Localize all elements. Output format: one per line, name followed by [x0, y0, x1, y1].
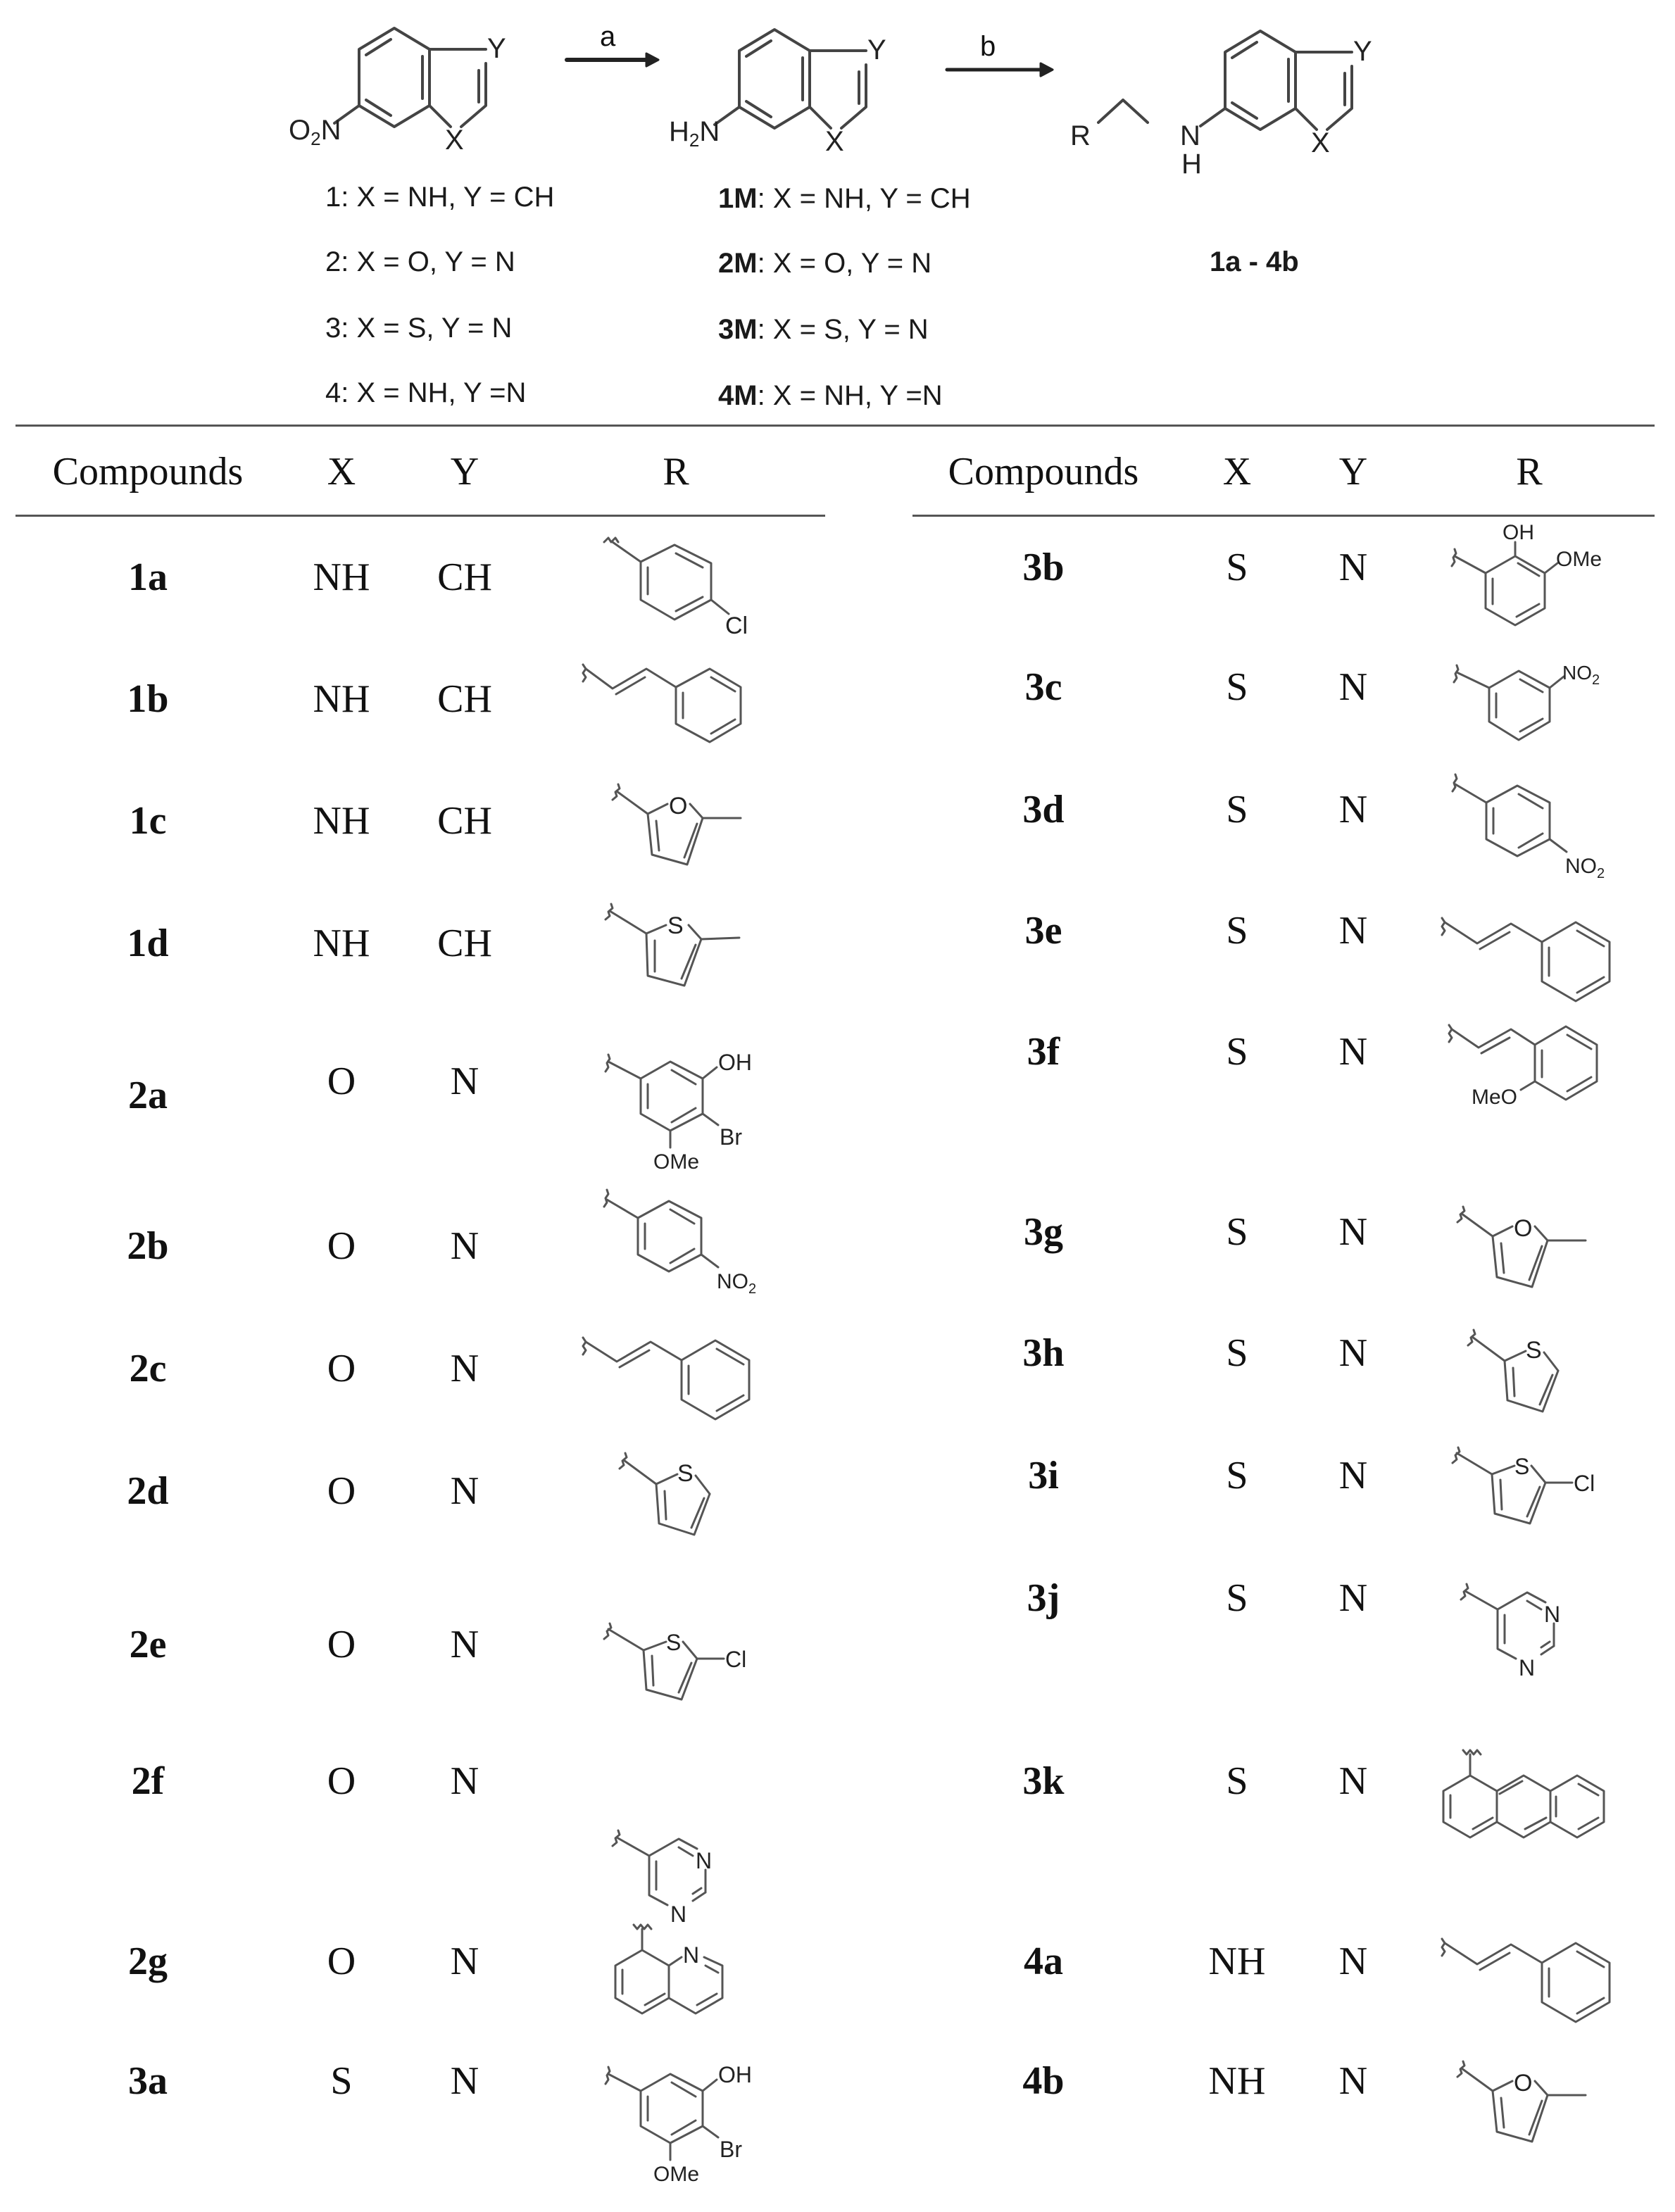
r-group-chlorothiophene-icon [1447, 1436, 1616, 1542]
compound-id: 1c [129, 799, 167, 843]
r-group-anthracene-icon [1443, 1739, 1641, 1859]
svg-text:N: N [1544, 1602, 1561, 1627]
amine-label: $H_2N$ [669, 116, 720, 151]
r-group-styryl-icon [577, 1316, 774, 1429]
compound-id: 3f [1027, 1030, 1060, 1074]
compound-id: 2d [127, 1469, 169, 1513]
y-value: N [1338, 788, 1368, 831]
svg-text:Cl: Cl [1574, 1471, 1595, 1496]
compound-id: 2f [131, 1759, 165, 1803]
x-value: S [330, 2059, 353, 2103]
compound-id: 1b [127, 677, 169, 721]
arrow-b-icon [943, 59, 1056, 80]
svg-text:NO2: $NO_2$ [1565, 855, 1605, 881]
r-group-thiophene-icon [1461, 1313, 1602, 1426]
svg-text:Br: Br [720, 1124, 742, 1150]
svg-text:NO2: $NO_2$ [1562, 662, 1600, 688]
intermediate-3M: 3M: X = S, Y = N [718, 314, 929, 345]
r-group-methylfuran-icon [1450, 2044, 1605, 2157]
r-group-4-nitrophenyl-icon [1447, 767, 1616, 894]
svg-text:Cl: Cl [725, 612, 748, 639]
ring-atom-y: Y [487, 33, 506, 64]
x-value: S [1226, 1454, 1248, 1497]
compound-id: 3a [128, 2059, 168, 2103]
svg-text:OH: OH [1503, 521, 1534, 544]
x-value: NH [313, 799, 370, 843]
x-value: NH [313, 677, 370, 721]
compound-id: 2c [129, 1347, 167, 1390]
compound-id: 2g [128, 1940, 168, 1983]
products-range-label: 1a - 4b [1210, 246, 1299, 277]
svg-text:MeO: MeO [1472, 1086, 1518, 1109]
r-group-chlorothiophene-icon [598, 1612, 767, 1718]
y-value: N [1338, 1030, 1368, 1074]
svg-text:N: N [670, 1902, 687, 1927]
header-y-right: Y [1338, 450, 1368, 494]
y-value: N [1338, 1759, 1368, 1803]
header-r-right: R [1516, 450, 1543, 494]
intermediate-1M: 1M: X = NH, Y = CH [718, 183, 971, 214]
y-value: N [1338, 1454, 1368, 1497]
svg-text:S: S [1526, 1337, 1542, 1364]
starting-material-4: 4: X = NH, Y =N [325, 377, 527, 408]
y-value: N [1338, 1210, 1368, 1254]
r-group-styryl-icon [1436, 894, 1633, 1014]
r-group-bromo-hydroxy-methoxyphenyl-icon [598, 2054, 767, 2209]
svg-text:H: H [1181, 149, 1202, 180]
header-compounds-right: Compounds [948, 450, 1139, 494]
y-value: N [450, 2059, 479, 2103]
arrow-a-label: a [600, 21, 616, 52]
x-value: S [1226, 1331, 1248, 1375]
y-value: CH [437, 799, 492, 843]
x-value: S [1226, 909, 1248, 953]
x-value: NH [313, 922, 370, 965]
header-x-left: X [327, 450, 356, 494]
x-value: S [1226, 1030, 1248, 1074]
compound-id: 3e [1024, 909, 1062, 953]
y-value: N [450, 1759, 479, 1803]
svg-text:NO2: $NO_2$ [717, 1270, 757, 1297]
r-group-4-nitrophenyl-icon [598, 1183, 767, 1309]
header-r-left: R [663, 450, 689, 494]
compound-id: 4b [1022, 2059, 1065, 2103]
r-group-3-nitrophenyl-icon [1447, 651, 1630, 771]
y-value: CH [437, 677, 492, 721]
compound-id: 3h [1022, 1331, 1065, 1375]
ring-atom-x: X [825, 126, 844, 157]
y-value: N [1338, 909, 1368, 953]
y-value: N [450, 1940, 479, 1983]
compound-id: 3g [1024, 1210, 1063, 1254]
starting-material-1: 1: X = NH, Y = CH [325, 182, 555, 213]
y-value: N [1338, 1576, 1368, 1620]
compound-id: 1a [128, 555, 168, 599]
y-value: N [1338, 665, 1368, 709]
x-value: O [327, 1469, 356, 1513]
svg-text:OMe: OMe [1556, 548, 1602, 571]
intermediate-4M: 4M: X = NH, Y =N [718, 380, 943, 411]
x-value: NH [1208, 2059, 1266, 2103]
table-top-rule [15, 425, 1655, 427]
x-value: S [1226, 1576, 1248, 1620]
compound-id: 2b [127, 1224, 169, 1268]
nh-label: N [1180, 120, 1200, 151]
starting-material-3: 3: X = S, Y = N [325, 313, 513, 344]
arrow-b-label: b [980, 31, 996, 62]
amino-benzazole-structure [662, 15, 915, 177]
svg-text:N: N [683, 1942, 700, 1968]
x-value: O [327, 1759, 356, 1803]
y-value: N [450, 1060, 479, 1103]
svg-text:Br: Br [720, 2137, 742, 2162]
nitro-benzazole-structure [282, 14, 535, 176]
starting-material-2: 2: X = O, Y = N [325, 246, 515, 277]
y-value: N [450, 1224, 479, 1268]
x-value: O [327, 1623, 356, 1666]
r-group-4-chlorophenyl-icon [598, 521, 767, 641]
svg-text:OH: OH [718, 2062, 752, 2087]
r-group-bromo-hydroxy-methoxyphenyl-icon [598, 1021, 767, 1176]
r-group-pyrimidine-icon [1454, 1556, 1609, 1697]
product-structure [1056, 17, 1394, 193]
compound-id: 3b [1022, 546, 1065, 589]
r-group-methylthiophene-icon [598, 887, 767, 1007]
left-header-rule [15, 515, 825, 517]
y-value: N [1338, 2059, 1368, 2103]
compound-id: 4a [1024, 1940, 1063, 1983]
ring-atom-y: Y [867, 34, 886, 65]
compound-id: 3i [1028, 1454, 1059, 1497]
x-value: NH [1208, 1940, 1266, 1983]
compound-id: 2a [128, 1074, 168, 1117]
svg-text:OH: OH [718, 1050, 752, 1075]
y-value: N [450, 1347, 479, 1390]
r-group-methylfuran-icon [606, 767, 760, 880]
svg-text:N: N [696, 1848, 713, 1873]
compound-id: 1d [127, 922, 169, 965]
r-group-styryl-icon [577, 648, 760, 753]
y-value: N [1338, 1940, 1368, 1983]
x-value: S [1226, 665, 1248, 709]
x-value: O [327, 1940, 356, 1983]
r-group-quinoline-icon [606, 1915, 774, 2042]
r-group-styryl-icon [1436, 1915, 1633, 2035]
x-value: S [1226, 1210, 1248, 1254]
ring-atom-x: X [1311, 127, 1330, 158]
x-value: O [327, 1224, 356, 1268]
svg-text:S: S [667, 912, 684, 939]
svg-text:OMe: OMe [653, 1150, 700, 1174]
ring-atom-y: Y [1353, 36, 1372, 67]
x-value: O [327, 1060, 356, 1103]
svg-text:Cl: Cl [725, 1647, 747, 1672]
header-x-right: X [1222, 450, 1252, 494]
x-value: S [1226, 788, 1248, 831]
compound-id: 3c [1024, 665, 1062, 709]
svg-text:O: O [1514, 1215, 1533, 1242]
svg-text:S: S [666, 1630, 682, 1655]
compound-id: 3k [1022, 1759, 1065, 1803]
nitro-label: $O_2N$ [289, 115, 341, 149]
svg-text:OMe: OMe [653, 2163, 700, 2186]
header-y-left: Y [450, 450, 479, 494]
r-group-thiophene-icon [613, 1436, 753, 1549]
y-value: N [1338, 546, 1368, 589]
x-value: NH [313, 555, 370, 599]
ring-atom-x: X [445, 125, 464, 156]
x-value: O [327, 1347, 356, 1390]
header-compounds-left: Compounds [52, 450, 244, 494]
x-value: S [1226, 1759, 1248, 1803]
svg-text:S: S [1514, 1454, 1530, 1479]
svg-text:S: S [677, 1460, 694, 1487]
r-group-methylfuran-icon [1450, 1190, 1605, 1302]
svg-text:N: N [1519, 1655, 1536, 1680]
svg-text:O: O [669, 793, 688, 819]
x-value: S [1226, 546, 1248, 589]
y-value: CH [437, 922, 492, 965]
r-group-hydroxy-methoxyphenyl-icon [1443, 517, 1641, 651]
r-group-label: R [1070, 120, 1091, 151]
compound-id: 3j [1027, 1576, 1060, 1620]
y-value: N [450, 1623, 479, 1666]
y-value: N [1338, 1331, 1368, 1375]
y-value: CH [437, 555, 492, 599]
intermediate-2M: 2M: X = O, Y = N [718, 248, 932, 279]
compound-id: 3d [1022, 788, 1065, 831]
svg-text:O: O [1514, 2070, 1533, 2097]
compound-id: 2e [129, 1623, 167, 1666]
y-value: N [450, 1469, 479, 1513]
r-group-methoxystyryl-icon [1443, 1017, 1641, 1143]
